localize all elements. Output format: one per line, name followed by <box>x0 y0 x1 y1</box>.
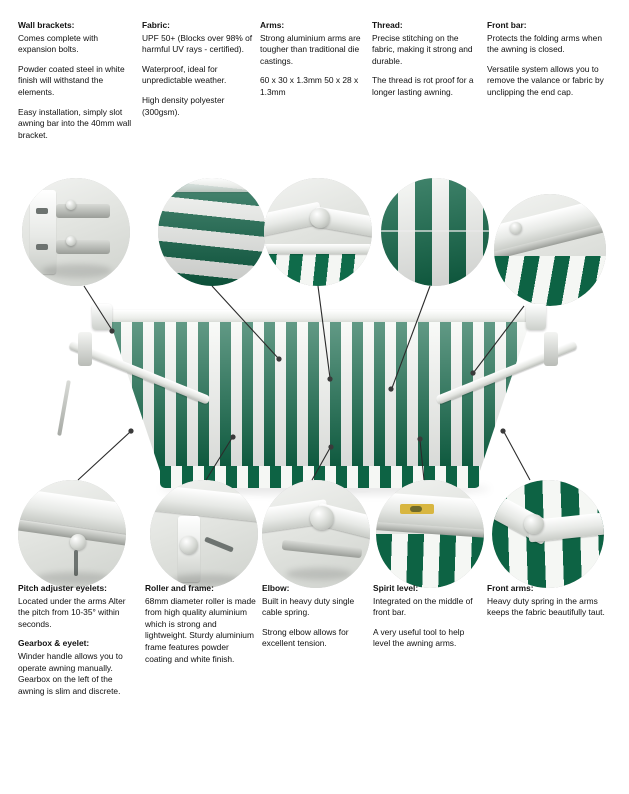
callout-paragraph: 60 x 30 x 1.3mm 50 x 28 x 1.3mm <box>260 75 359 97</box>
callout-paragraph: The thread is rot proof for a longer lasting awning. <box>372 75 474 97</box>
callout-arms <box>260 20 364 99</box>
callout-pitch-adjuster-eyelets <box>18 583 138 697</box>
callout-thread <box>372 20 480 99</box>
photo-spirit-level <box>376 480 484 588</box>
callout-paragraph: Winder handle allows you to operate awning manually. Gearbox on the left of the awning is slim and discrete. <box>18 650 123 696</box>
photo-wall-brackets <box>22 178 130 286</box>
callout-paragraph: Heavy duty spring in the arms keeps the fabric beautifully taut. <box>487 595 605 618</box>
photo-arms <box>264 178 372 286</box>
callout-heading: Arms: <box>260 20 285 30</box>
callout-paragraph: Protects the folding arms when the awning is closed. <box>487 32 602 55</box>
callout-wall-brackets <box>18 20 138 141</box>
photo-pitch-adjuster <box>18 480 126 588</box>
callout-paragraph: Versatile system allows you to remove the valance or fabric by unclipping the end cap. <box>487 63 604 97</box>
callout-spirit-level <box>373 583 479 650</box>
callout-paragraph: Located under the arms Alter the pitch from 10-35° within seconds. <box>18 595 126 629</box>
product-awning-illustration <box>40 288 596 488</box>
photo-fabric <box>158 178 266 286</box>
callout-heading: Roller and frame: <box>145 583 214 593</box>
callout-paragraph: Comes complete with expansion bolts. <box>18 32 99 55</box>
callout-paragraph: Built in heavy duty single cable spring. <box>262 595 355 618</box>
callout-heading-secondary: Gearbox & eyelet: <box>18 638 90 649</box>
photo-thread <box>381 178 489 286</box>
callout-elbow <box>262 583 366 650</box>
callout-fabric <box>142 20 254 118</box>
callout-paragraph: Waterproof, ideal for unpredictable weather. <box>142 63 227 86</box>
callout-paragraph: Strong elbow allows for excellent tension. <box>262 626 349 649</box>
callout-front-bar <box>487 20 613 99</box>
callout-heading: Thread: <box>372 20 403 30</box>
callout-paragraph: 68mm diameter roller is made from high quality aluminium which is strong and lightweight. Sturdy aluminium frame features powder coating and white finish. <box>145 595 256 664</box>
callout-heading: Pitch adjuster eyelets: <box>18 583 107 593</box>
callout-heading: Front arms: <box>487 583 534 593</box>
callout-front-arms <box>487 583 613 619</box>
callout-paragraph: High density polyester (300gsm). <box>142 94 225 117</box>
photo-elbow <box>262 480 370 588</box>
callout-roller-and-frame <box>145 583 257 665</box>
callout-heading: Wall brackets: <box>18 20 75 30</box>
callout-paragraph: Integrated on the middle of front bar. <box>373 595 473 618</box>
callout-paragraph: UPF 50+ (Blocks over 98% of harmful UV rays - certified). <box>142 32 253 55</box>
callout-heading: Spirit level: <box>373 583 419 593</box>
callout-paragraph: Easy installation, simply slot awning bar into the 40mm wall bracket. <box>18 106 132 140</box>
photo-front-arms <box>492 480 604 588</box>
callout-heading: Elbow: <box>262 583 290 593</box>
callout-paragraph: A very useful tool to help level the awning arms. <box>373 626 465 649</box>
callout-paragraph: Precise stitching on the fabric, making it strong and durable. <box>372 32 473 66</box>
callout-heading: Fabric: <box>142 20 170 30</box>
photo-roller-frame <box>150 480 258 588</box>
callout-paragraph: Powder coated steel in white finish will withstand the elements. <box>18 63 125 97</box>
callout-heading: Front bar: <box>487 20 527 30</box>
callout-paragraph: Strong aluminium arms are tougher than traditional die castings. <box>260 32 361 66</box>
